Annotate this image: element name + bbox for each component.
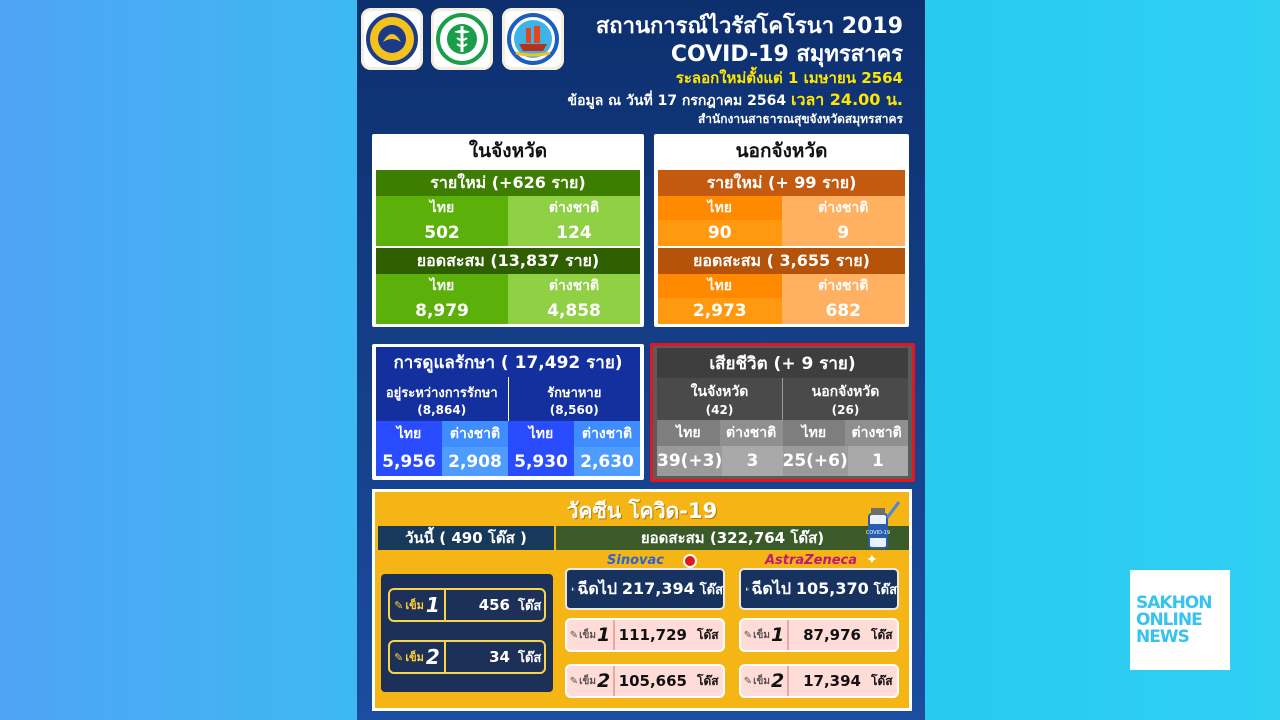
garuda-emblem-icon (365, 12, 419, 66)
sinovac-dose1-shot-word: เข็ม (579, 629, 596, 641)
samut-sakhon-provincial-logo (502, 8, 564, 70)
syringe-icon: ✎ (569, 675, 579, 687)
deaths-heading: เสียชีวิต (+ 9 ราย) (657, 348, 908, 378)
in-total-header-row (376, 248, 640, 274)
astrazeneca-dose1-shot-word: เข็ม (753, 629, 770, 641)
out-total-col-row (658, 274, 905, 298)
doctor-injecting-icon (571, 571, 576, 607)
in-province-panel (372, 134, 644, 327)
care-recovered-count: (8,560) (549, 402, 599, 417)
in-total-foreign: 4,858 (508, 298, 640, 324)
care-col-row (376, 421, 640, 447)
care-group-row (376, 377, 640, 421)
caduceus-icon (435, 12, 489, 66)
in-total-col-foreign: ต่างชาติ (508, 274, 640, 298)
deaths-in-foreign: 3 (722, 446, 782, 476)
out-total-col-foreign: ต่างชาติ (782, 274, 906, 298)
out-province-panel (654, 134, 909, 327)
deaths-out-group (783, 378, 908, 420)
date-time: เวลา 24.00 น. (790, 90, 903, 109)
title-line-1: สถานการณ์ไวรัสโคโรนา 2019 (595, 14, 903, 39)
astrazeneca-total-unit: โด๊ส (873, 582, 897, 598)
today-dose2-shot-word: เข็ม (405, 651, 424, 664)
astrazeneca-total-box (739, 568, 899, 610)
in-province-heading: ในจังหวัด (468, 140, 548, 162)
out-new-label: รายใหม่ (+ 99 ราย) (658, 170, 905, 196)
title-line-2: COVID-19 สมุทรสาคร (670, 42, 903, 67)
astrazeneca-dose2-unit: โด๊ส (871, 673, 893, 688)
today-dose1-row (388, 588, 546, 622)
in-total-value-row (376, 298, 640, 324)
out-total-label: ยอดสะสม ( 3,655 ราย) (658, 248, 905, 274)
care-treating-col-foreign: ต่างชาติ (442, 421, 508, 447)
deaths-in-group (657, 378, 783, 420)
sinovac-dose1-unit: โด๊ส (697, 627, 719, 642)
vial-label: COVID-19 (865, 530, 891, 536)
sinovac-dose2-value: 105,665 (618, 672, 687, 690)
sinovac-total-value: 217,394 (621, 578, 695, 598)
in-new-col-foreign: ต่างชาติ (508, 196, 640, 220)
out-total-col-thai: ไทย (658, 274, 782, 298)
care-treating-foreign: 2,908 (442, 447, 508, 476)
today-dose2-value: 34 (489, 648, 510, 666)
care-header-row (376, 347, 640, 377)
logo-line-2: ONLINE (1136, 609, 1202, 630)
date-prefix: ข้อมูล ณ วันที่ 17 กรกฎาคม 2564 (567, 93, 787, 109)
deaths-out-label: นอกจังหวัด (811, 384, 880, 400)
astrazeneca-dose1-value: 87,976 (803, 626, 861, 644)
sinovac-dose2-row (565, 664, 725, 698)
infographic-poster (357, 0, 925, 720)
syringe-icon: ✎ (569, 629, 579, 641)
subtitle: ระลอกใหม่ตั้งแต่ 1 เมษายน 2564 (675, 69, 903, 87)
sinovac-dose2-badge: ✎ เข็ม 2 (567, 666, 615, 696)
deaths-out-foreign: 1 (848, 446, 908, 476)
astrazeneca-dose2-value: 17,394 (803, 672, 861, 690)
deaths-out-count: (26) (831, 403, 860, 417)
in-new-value-row (376, 220, 640, 246)
ministry-of-public-health-logo (431, 8, 493, 70)
junk-ship-icon (506, 12, 560, 66)
out-new-col-thai: ไทย (658, 196, 782, 220)
deaths-out-thai: 25(+6) (783, 446, 848, 476)
out-province-heading: นอกจังหวัด (735, 140, 828, 162)
astrazeneca-dose2-badge: ✎ เข็ม 2 (741, 666, 789, 696)
care-heading: การดูแลรักษา ( 17,492 ราย) (376, 347, 640, 377)
astrazeneca-total-text (752, 577, 897, 602)
in-total-thai: 8,979 (376, 298, 508, 324)
sinovac-dose2-unit: โด๊ส (697, 673, 719, 688)
doctor-injecting-icon (745, 571, 750, 607)
astrazeneca-dose1-row (739, 618, 899, 652)
sinovac-dose1-value: 111,729 (618, 626, 687, 644)
out-new-col-foreign: ต่างชาติ (782, 196, 906, 220)
sinovac-total-box (565, 568, 725, 610)
deaths-group-row (657, 378, 908, 420)
today-dose1-unit: โด๊ส (518, 598, 542, 614)
syringe-icon: ✎ (394, 650, 404, 664)
in-total-col-thai: ไทย (376, 274, 508, 298)
out-new-thai: 90 (658, 220, 782, 246)
out-total-foreign: 682 (782, 298, 906, 324)
sinovac-logo-icon (683, 554, 697, 568)
out-new-value-row (658, 220, 905, 246)
sakhon-online-news-logo (1130, 570, 1230, 670)
today-dose-box (381, 574, 553, 692)
astrazeneca-total-prefix: ฉีดไป (751, 578, 792, 598)
vaccine-cumulative-label: ยอดสะสม (322,764 โด๊ส) (556, 526, 909, 550)
care-treating-count: (8,864) (417, 402, 467, 417)
in-total-label: ยอดสะสม (13,837 ราย) (376, 248, 640, 274)
today-dose2-row (388, 640, 546, 674)
vaccine-title: วัคซีน โควิด-19 (566, 499, 718, 523)
care-treating-group (376, 377, 509, 421)
care-panel (372, 344, 644, 480)
in-new-col-row (376, 196, 640, 220)
deaths-header-row (657, 348, 908, 378)
sinovac-dose1-badge: ✎ เข็ม 1 (567, 620, 615, 650)
care-recovered-foreign: 2,630 (574, 447, 640, 476)
out-total-header-row (658, 248, 905, 274)
out-new-col-row (658, 196, 905, 220)
deaths-in-col-foreign: ต่างชาติ (720, 420, 783, 446)
care-recovered-group (509, 377, 641, 421)
sinovac-total-prefix: ฉีดไป (577, 578, 618, 598)
deaths-out-col-thai: ไทย (783, 420, 846, 446)
syringe-icon: ✎ (743, 675, 753, 687)
in-new-thai: 502 (376, 220, 508, 246)
astrazeneca-total-value: 105,370 (795, 578, 869, 598)
astrazeneca-dose1-badge: ✎ เข็ม 1 (741, 620, 789, 650)
sinovac-total-text (578, 577, 723, 602)
logo-line-3: NEWS (1136, 626, 1189, 647)
vaccine-today-label: วันนี้ ( 490 โด๊ส ) (378, 526, 554, 550)
provincial-seal-logo (361, 8, 423, 70)
care-value-row (376, 447, 640, 476)
in-new-label: รายใหม่ (+626 ราย) (376, 170, 640, 196)
care-treating-label: อยู่ระหว่างการรักษา (385, 385, 498, 401)
in-new-header-row (376, 170, 640, 196)
today-dose1-shot-word: เข็ม (405, 599, 424, 612)
today-dose1-value: 456 (478, 596, 510, 614)
today-dose2-badge: ✎ เข็ม 2 (390, 642, 446, 672)
today-dose2-unit: โด๊ส (518, 650, 542, 666)
care-recovered-label: รักษาหาย (547, 385, 602, 401)
syringe-icon: ✎ (394, 598, 404, 612)
out-total-value-row (658, 298, 905, 324)
out-new-header-row (658, 170, 905, 196)
sinovac-total-unit: โด๊ส (699, 582, 723, 598)
care-recovered-thai: 5,930 (508, 447, 574, 476)
deaths-in-thai: 39(+3) (657, 446, 722, 476)
astrazeneca-dose1-unit: โด๊ส (871, 627, 893, 642)
care-recovered-col-foreign: ต่างชาติ (574, 421, 640, 447)
deaths-panel (650, 343, 915, 482)
in-new-col-thai: ไทย (376, 196, 508, 220)
astrazeneca-logo-icon: ✦ (866, 552, 878, 568)
care-treating-col-thai: ไทย (376, 421, 442, 447)
sinovac-brand: Sinovac (607, 553, 664, 568)
astrazeneca-brand: AstraZeneca (765, 553, 857, 568)
astrazeneca-dose2-row (739, 664, 899, 698)
care-treating-thai: 5,956 (376, 447, 442, 476)
in-total-col-row (376, 274, 640, 298)
astrazeneca-dose2-shot-word: เข็ม (753, 675, 770, 687)
deaths-out-col-foreign: ต่างชาติ (845, 420, 908, 446)
syringe-icon: ✎ (743, 629, 753, 641)
deaths-in-label: ในจังหวัด (690, 384, 749, 400)
out-total-thai: 2,973 (658, 298, 782, 324)
deaths-col-row (657, 420, 908, 446)
care-recovered-col-thai: ไทย (508, 421, 574, 447)
source-line: สำนักงานสาธารณสุขจังหวัดสมุทรสาคร (697, 112, 903, 126)
in-new-foreign: 124 (508, 220, 640, 246)
sinovac-dose1-row (565, 618, 725, 652)
logo-line-1: SAKHON (1136, 592, 1212, 613)
deaths-in-col-thai: ไทย (657, 420, 720, 446)
out-new-foreign: 9 (782, 220, 906, 246)
vaccine-panel (372, 489, 912, 711)
vaccine-vial-icon (861, 500, 901, 552)
deaths-value-row (657, 446, 908, 476)
sinovac-dose2-shot-word: เข็ม (579, 675, 596, 687)
today-dose1-badge: ✎ เข็ม 1 (390, 590, 446, 620)
deaths-in-count: (42) (705, 403, 734, 417)
